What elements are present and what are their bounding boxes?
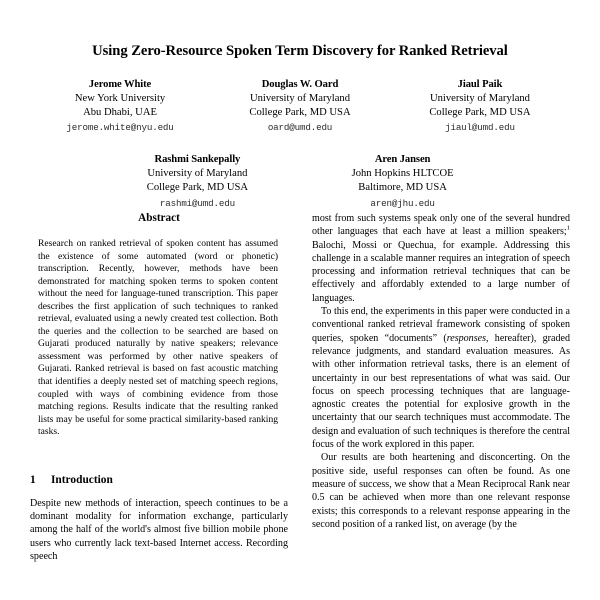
author-affiliation-line1: John Hopkins HLTCOE	[351, 167, 454, 179]
author-name: Jerome White	[88, 78, 152, 90]
author-row-top	[30, 78, 570, 136]
author-email[interactable]: jerome.white@nyu.edu	[66, 122, 174, 134]
abstract-body: Research on ranked retrieval of spoken content has assumed the existence of some automated (word or phonetic) transcription. Recently, however, methods have been demonstrated for matching spoken terms to spoken content without the need for language-tuned transcription. This paper describes the first application of such techniques to ranked retrieval, evaluated using a newly created test collection. Both the queries and the collection to be searched are based on Gujarati produced naturally by native speakers; relevance assessment was performed by other native speakers of Gujarati. Ranked retrieval is based on fast acoustic matching that identifies a deeply nested set of matching speech regions, coupled with ways of combining evidence from those matching regions. Results indicate that the resulting ranked lists may be useful for some practical similarity-based ranking tasks.	[38, 238, 278, 438]
right-column	[312, 212, 570, 563]
body-columns	[30, 212, 570, 563]
continued-text-part2: Balochi, Mossi or Quechua, for example. Addressing this challenge in a scalable manner requires an integration of speech processing and information retrieval techniques that can be effectively and affordably extended to a large number of languages.	[312, 239, 570, 304]
section-number: 1	[30, 473, 36, 486]
author-email[interactable]: oard@umd.edu	[267, 122, 333, 134]
section-heading-introduction	[30, 474, 288, 486]
paragraph-results: Our results are both heartening and disconcerting. On the positive side, useful responses can often be found. As one measure of success, we show that a Mean Reciprocal Rank near 0.5 can be achieved when more than one relevant response exists; this corresponds to a relevant response appearing in the second position of a ranked list, on average (by the	[312, 452, 570, 530]
author-name: Jiaul Paik	[457, 78, 503, 90]
author-block	[30, 78, 210, 136]
author-block	[210, 78, 390, 136]
author-email[interactable]: rashmi@umd.edu	[159, 197, 235, 209]
paragraph-text-part2: , hereafter), graded relevance judgments, and standard evaluation measures. As with other information retrieval tasks, there is an element of uncertainty in our best representations of what was said. Our focus on speech processing techniques that are language-agnostic creates the potential for explosive growth in the uncertainty that our search techniques must accommodate. The design and evaluation of such techniques is therefore the central focus of the work explored in this paper.	[312, 332, 570, 451]
author-affiliation-line1: University of Maryland	[429, 92, 530, 104]
author-affiliation-line2: Abu Dhabi, UAE	[83, 107, 157, 119]
author-affiliation-line1: New York University	[74, 92, 166, 104]
author-email[interactable]: aren@jhu.edu	[370, 197, 435, 209]
section-title: Introduction	[51, 473, 113, 486]
abstract-heading: Abstract	[138, 212, 180, 224]
author-block	[390, 78, 570, 136]
author-name: Aren Jansen	[374, 153, 431, 165]
left-column	[30, 212, 288, 563]
author-row-bottom	[30, 153, 570, 211]
author-affiliation-line2: College Park, MD USA	[429, 107, 531, 119]
author-affiliation-line2: College Park, MD USA	[146, 182, 249, 194]
footnote-marker[interactable]: 1	[566, 224, 570, 232]
emphasized-term: responses	[446, 332, 486, 344]
section-paragraph: Despite new methods of interaction, speech continues to be a dominant modality for information exchange, particularly among the half of the world's almost five billion mobile phone users who currently lack text-based Internet access. Recording speech	[30, 497, 288, 563]
author-name: Rashmi Sankepally	[154, 153, 241, 165]
author-affiliation-line1: University of Maryland	[249, 92, 351, 104]
continued-paragraph	[312, 212, 570, 305]
paragraph-text-part1: To this end, the experiments in this paper were conducted in a conventional ranked retrieval framework consisting of spoken queries, spoken “documents” (	[312, 306, 570, 344]
author-block	[95, 153, 300, 211]
page-title: Using Zero-Resource Spoken Term Discovery for Ranked Retrieval	[92, 43, 508, 59]
paragraph-experiments	[312, 305, 570, 451]
author-affiliation-line2: Baltimore, MD USA	[358, 182, 447, 194]
continued-text-part1: most from such systems speak only one of the several hundred other languages that each have at least a million speakers;	[312, 213, 570, 238]
author-block	[300, 153, 505, 211]
author-affiliation-line2: College Park, MD USA	[249, 107, 351, 119]
author-affiliation-line1: University of Maryland	[147, 167, 248, 179]
author-email[interactable]: jiaul@umd.edu	[445, 122, 515, 134]
author-name: Douglas W. Oard	[261, 78, 339, 90]
